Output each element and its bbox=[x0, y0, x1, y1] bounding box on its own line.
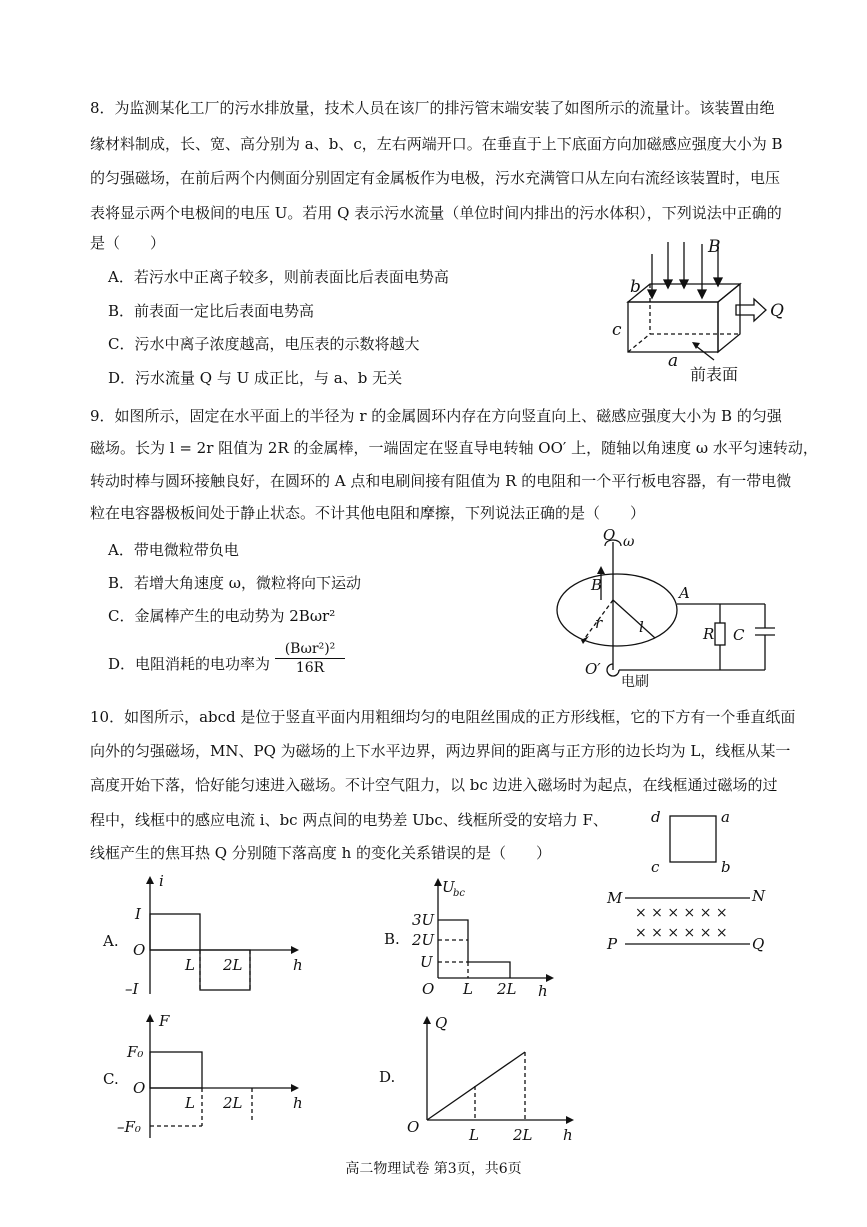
q8-option-d: D．污水流量 Q 与 U 成正比，与 a、b 无关 bbox=[108, 369, 403, 387]
field-row: × × × × × × bbox=[635, 925, 728, 941]
graph-b-tick-l: L bbox=[463, 980, 473, 998]
frame-label-c: c bbox=[651, 858, 660, 876]
fig9-label-l: l bbox=[639, 618, 644, 636]
square-frame-figure bbox=[605, 802, 780, 962]
fig8-label-a: a bbox=[668, 351, 679, 371]
q9-power-denominator: 16R bbox=[295, 660, 325, 676]
q9-option-b: B．若增大角速度 ω，微粒将向下运动 bbox=[108, 574, 362, 592]
graph-d-tick-l: L bbox=[469, 1126, 479, 1144]
q10-line: 向外的匀强磁场，MN、PQ 为磁场的上下水平边界，两边界间的距离与正方形的边长均为 L，线框从某一 bbox=[90, 742, 791, 760]
graph-a-tick-2l: 2L bbox=[223, 956, 243, 974]
q8-line: 是（ ） bbox=[90, 234, 166, 252]
graph-a-ylabel: i bbox=[159, 872, 164, 890]
graph-d-tag: D. bbox=[379, 1068, 396, 1086]
q10-line: 线框产生的焦耳热 Q 分别随下落高度 h 的变化关系错误的是（ ） bbox=[90, 844, 552, 862]
graph-b-origin: O bbox=[422, 980, 435, 998]
graph-b-tag: B. bbox=[384, 930, 400, 948]
q9-option-d: D．电阻消耗的电功率为 bbox=[108, 655, 271, 673]
q10-line: 10．如图所示，abcd 是位于竖直平面内用粗细均匀的电阻丝围成的正方形线框，它的下方有一个垂直纸面 bbox=[90, 708, 796, 726]
fig9-label-o-prime: O′ bbox=[585, 660, 601, 678]
q8-option-c: C．污水中离子浓度越高，电压表的示数将越大 bbox=[108, 335, 420, 353]
q10-line: 高度开始下落，恰好能匀速进入磁场。不计空气阻力，以 bc 边进入磁场时为起点，在线框通过磁场的过 bbox=[90, 776, 778, 794]
fig9-label-b: B bbox=[591, 576, 603, 594]
fig9-label-r: r bbox=[595, 614, 603, 632]
graph-b-tick-2u: 2U bbox=[412, 931, 435, 949]
fig9-label-a: A bbox=[679, 584, 690, 602]
q9-option-a: A．带电微粒带负电 bbox=[108, 541, 239, 559]
graph-a bbox=[95, 872, 315, 1000]
fig8-label-b-field: B bbox=[708, 237, 721, 257]
graph-a-tag: A. bbox=[103, 932, 119, 950]
graph-d-xlabel: h bbox=[563, 1126, 573, 1144]
graph-c-ylabel: F bbox=[159, 1012, 170, 1030]
q10-line: 程中，线框中的感应电流 i、bc 两点间的电势差 Ubc、线框所受的安培力 F、 bbox=[90, 811, 608, 829]
graph-b-ylabel: U bbox=[442, 878, 455, 896]
flowmeter-figure bbox=[600, 232, 800, 382]
graph-b-ylabel-sub: bc bbox=[453, 888, 466, 899]
graph-b-xlabel: h bbox=[538, 982, 548, 998]
boundary-label-q: Q bbox=[752, 935, 765, 953]
graph-c bbox=[95, 1010, 315, 1142]
fig8-label-b: b bbox=[630, 277, 641, 297]
fig8-label-q: Q bbox=[770, 301, 784, 321]
graph-d-ylabel: Q bbox=[435, 1014, 448, 1032]
graph-a-tick-l: L bbox=[185, 956, 195, 974]
graph-b bbox=[380, 874, 580, 998]
q9-line: 粒在电容器极板间处于静止状态。不计其他电阻和摩擦，下列说法正确的是（ ） bbox=[90, 504, 646, 522]
graph-a-tick-bottom: –I bbox=[125, 980, 139, 998]
fig9-label-resistor: R bbox=[703, 625, 715, 643]
graph-c-tag: C. bbox=[103, 1070, 119, 1088]
graph-c-tick-bottom: –F₀ bbox=[117, 1118, 141, 1136]
graph-a-tick-top: I bbox=[135, 905, 141, 923]
graph-b-tick-2l: 2L bbox=[497, 980, 517, 998]
boundary-label-p: P bbox=[607, 935, 618, 953]
graph-d-origin: O bbox=[407, 1118, 420, 1136]
q9-power-numerator: (Bωr²)² bbox=[275, 640, 345, 659]
graph-c-tick-2l: 2L bbox=[223, 1094, 243, 1112]
frame-label-d: d bbox=[651, 808, 661, 826]
boundary-label-n: N bbox=[752, 887, 766, 905]
q8-option-a: A．若污水中正离子较多，则前表面比后表面电势高 bbox=[108, 268, 449, 286]
rotating-rod-figure bbox=[555, 528, 790, 688]
graph-c-tick-top: F₀ bbox=[127, 1043, 144, 1061]
fig9-label-omega: ω bbox=[623, 534, 635, 550]
fig8-label-c: c bbox=[612, 320, 622, 340]
q8-line: 表将显示两个电极间的电压 U。若用 Q 表示污水流量（单位时间内排出的污水体积），下列说法中正确的 bbox=[90, 204, 782, 222]
frame-label-a: a bbox=[721, 808, 730, 826]
graph-d-tick-2l: 2L bbox=[513, 1126, 533, 1144]
q9-line: 磁场。长为 l = 2r 阻值为 2R 的金属棒，一端固定在竖直导电转轴 OO′ 上，随轴以角速度 ω 水平匀速转动， bbox=[90, 439, 818, 457]
q8-line: 8．为监测某化工厂的污水排放量，技术人员在该厂的排污管末端安装了如图所示的流量计。该装置由绝 bbox=[90, 99, 775, 117]
graph-a-origin: O bbox=[133, 941, 146, 959]
graph-c-origin: O bbox=[133, 1079, 146, 1097]
q9-power-fraction bbox=[275, 640, 345, 677]
page-footer: 高二物理试卷 第3页，共6页 bbox=[345, 1161, 522, 1177]
fig9-label-capacitor: C bbox=[733, 626, 745, 644]
q8-option-b: B．前表面一定比后表面电势高 bbox=[108, 302, 315, 320]
fig9-label-brush: 电刷 bbox=[621, 674, 649, 688]
q8-line: 的匀强磁场，在前后两个内侧面分别固定有金属板作为电极，污水充满管口从左向右流经该装置时，电压 bbox=[90, 169, 781, 187]
field-row: × × × × × × bbox=[635, 905, 728, 921]
graph-c-tick-l: L bbox=[185, 1094, 195, 1112]
graph-a-xlabel: h bbox=[293, 956, 303, 974]
q9-line: 9．如图所示，固定在水平面上的半径为 r 的金属圆环内存在方向竖直向上、磁感应强度大小为 B 的匀强 bbox=[90, 407, 782, 425]
graph-b-tick-3u: 3U bbox=[412, 911, 435, 929]
frame-label-b: b bbox=[721, 858, 731, 876]
graph-b-tick-u: U bbox=[420, 953, 433, 971]
boundary-label-m: M bbox=[607, 889, 623, 907]
q8-line: 缘材料制成，长、宽、高分别为 a、b、c，左右两端开口。在垂直于上下底面方向加磁感应强度大小为 B bbox=[90, 135, 783, 153]
graph-d bbox=[375, 1012, 585, 1144]
q9-line: 转动时棒与圆环接触良好，在圆环的 A 点和电刷间接有阻值为 R 的电阻和一个平行板电容器，有一带电微 bbox=[90, 472, 792, 490]
q9-option-c: C．金属棒产生的电动势为 2Bωr² bbox=[108, 607, 336, 625]
graph-c-xlabel: h bbox=[293, 1094, 303, 1112]
fig9-label-o: O bbox=[603, 528, 616, 544]
fig8-label-front: 前表面 bbox=[690, 365, 739, 382]
